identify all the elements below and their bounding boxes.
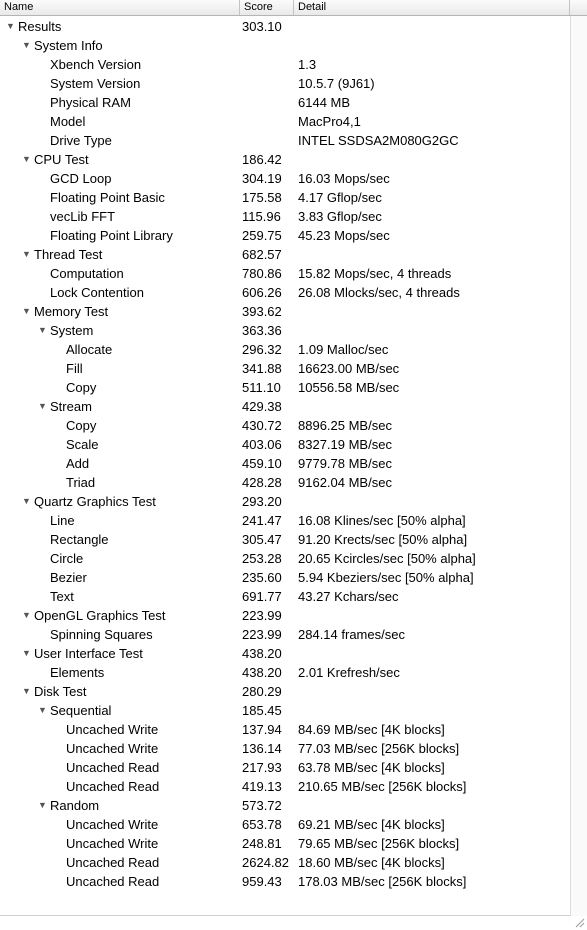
row-score: 235.60: [242, 570, 282, 585]
row-name: vecLib FFT: [50, 209, 116, 224]
column-header: [0, 0, 587, 16]
disclosure-triangle-expanded-icon[interactable]: ▼: [22, 154, 31, 164]
outline-row[interactable]: [0, 473, 568, 492]
row-score: 136.14: [242, 741, 282, 756]
row-score: 241.47: [242, 513, 282, 528]
row-name: System: [50, 323, 94, 338]
row-name: Line: [50, 513, 75, 528]
outline-row[interactable]: [0, 150, 568, 169]
row-detail: 1.3: [298, 57, 317, 72]
row-detail: 45.23 Mops/sec: [298, 228, 390, 243]
row-name: OpenGL Graphics Test: [34, 608, 166, 623]
row-name: Rectangle: [50, 532, 109, 547]
disclosure-triangle-expanded-icon[interactable]: ▼: [38, 325, 47, 335]
outline-row[interactable]: [0, 245, 568, 264]
row-detail: 84.69 MB/sec [4K blocks]: [298, 722, 445, 737]
outline-row[interactable]: [0, 340, 568, 359]
row-score: 2624.82: [242, 855, 289, 870]
outline-row[interactable]: [0, 397, 568, 416]
row-name: Circle: [50, 551, 84, 566]
row-detail: 91.20 Krects/sec [50% alpha]: [298, 532, 468, 547]
disclosure-triangle-expanded-icon[interactable]: ▼: [22, 610, 31, 620]
row-detail: 284.14 frames/sec: [298, 627, 405, 642]
row-score: 115.96: [242, 209, 281, 224]
row-score: 403.06: [242, 437, 282, 452]
row-detail: 63.78 MB/sec [4K blocks]: [298, 760, 445, 775]
row-score: 363.36: [242, 323, 282, 338]
outline-row[interactable]: [0, 74, 568, 93]
row-detail: 210.65 MB/sec [256K blocks]: [298, 779, 467, 794]
row-score: 438.20: [242, 646, 282, 661]
row-detail: 69.21 MB/sec [4K blocks]: [298, 817, 445, 832]
row-detail: 4.17 Gflop/sec: [298, 190, 382, 205]
row-name: Triad: [66, 475, 96, 490]
row-name: User Interface Test: [34, 646, 143, 661]
disclosure-triangle-expanded-icon[interactable]: ▼: [6, 21, 15, 31]
outline-row[interactable]: [0, 207, 568, 226]
row-name: Fill: [66, 361, 83, 376]
row-name: Text: [50, 589, 74, 604]
row-score: 259.75: [242, 228, 282, 243]
outline-row[interactable]: [0, 131, 568, 150]
outline-row[interactable]: [0, 17, 568, 36]
row-name: Scale: [66, 437, 99, 452]
row-score: 303.10: [242, 19, 282, 34]
outline-row[interactable]: [0, 435, 568, 454]
row-name: Memory Test: [34, 304, 109, 319]
outline-row[interactable]: [0, 188, 568, 207]
outline-row[interactable]: [0, 359, 568, 378]
row-score: 606.26: [242, 285, 282, 300]
row-detail: 6144 MB: [298, 95, 351, 110]
outline-row[interactable]: [0, 853, 568, 872]
outline-row[interactable]: [0, 283, 568, 302]
outline-row[interactable]: [0, 720, 568, 739]
outline-row[interactable]: [0, 454, 568, 473]
row-score: 780.86: [242, 266, 282, 281]
row-score: 682.57: [242, 247, 282, 262]
row-name: Drive Type: [50, 133, 112, 148]
row-detail: 8896.25 MB/sec: [298, 418, 392, 433]
row-name: Lock Contention: [50, 285, 144, 300]
row-detail: 10556.58 MB/sec: [298, 380, 400, 395]
row-name: Allocate: [66, 342, 113, 357]
row-name: Copy: [66, 380, 97, 395]
row-name: Uncached Write: [66, 741, 159, 756]
row-detail: 18.60 MB/sec [4K blocks]: [298, 855, 445, 870]
column-header-name[interactable]: Name: [0, 0, 240, 15]
row-score: 341.88: [242, 361, 282, 376]
row-detail: 16.03 Mops/sec: [298, 171, 390, 186]
row-name: System Version: [50, 76, 141, 91]
disclosure-triangle-expanded-icon[interactable]: ▼: [38, 401, 47, 411]
row-name: Physical RAM: [50, 95, 131, 110]
disclosure-triangle-expanded-icon[interactable]: ▼: [22, 648, 31, 658]
outline-row[interactable]: [0, 587, 568, 606]
row-name: Copy: [66, 418, 97, 433]
outline-row[interactable]: [0, 625, 568, 644]
row-name: Spinning Squares: [50, 627, 153, 642]
row-detail: 178.03 MB/sec [256K blocks]: [298, 874, 467, 889]
row-score: 186.42: [242, 152, 282, 167]
outline-row[interactable]: [0, 815, 568, 834]
row-score: 653.78: [242, 817, 282, 832]
column-header-score[interactable]: Score: [240, 0, 294, 15]
column-header-detail[interactable]: Detail: [294, 0, 570, 15]
row-detail: 77.03 MB/sec [256K blocks]: [298, 741, 460, 756]
row-detail: 3.83 Gflop/sec: [298, 209, 382, 224]
disclosure-triangle-expanded-icon[interactable]: ▼: [38, 800, 47, 810]
disclosure-triangle-expanded-icon[interactable]: ▼: [22, 40, 31, 50]
row-name: Uncached Read: [66, 779, 160, 794]
row-detail: 1.09 Malloc/sec: [298, 342, 389, 357]
row-name: Uncached Read: [66, 855, 160, 870]
outline-row[interactable]: [0, 93, 568, 112]
row-name: Sequential: [50, 703, 112, 718]
row-name: Thread Test: [34, 247, 103, 262]
row-score: 296.32: [242, 342, 282, 357]
row-score: 393.62: [242, 304, 282, 319]
row-name: Add: [66, 456, 90, 471]
row-name: Uncached Write: [66, 722, 159, 737]
row-score: 438.20: [242, 665, 282, 680]
row-detail: 9779.78 MB/sec: [298, 456, 392, 471]
outline-row[interactable]: [0, 492, 568, 511]
row-score: 175.58: [242, 190, 282, 205]
row-detail: 8327.19 MB/sec: [298, 437, 392, 452]
row-name: Quartz Graphics Test: [34, 494, 156, 509]
outline-row[interactable]: [0, 663, 568, 682]
row-detail: 5.94 Kbeziers/sec [50% alpha]: [298, 570, 474, 585]
row-name: Xbench Version: [50, 57, 142, 72]
outline-row[interactable]: [0, 701, 568, 720]
disclosure-triangle-expanded-icon[interactable]: ▼: [22, 306, 31, 316]
outline-row[interactable]: [0, 644, 568, 663]
row-score: 691.77: [242, 589, 282, 604]
row-name: Uncached Write: [66, 817, 159, 832]
outline-row[interactable]: [0, 568, 568, 587]
row-score: 419.13: [242, 779, 282, 794]
outline-row[interactable]: [0, 511, 568, 530]
disclosure-triangle-expanded-icon[interactable]: ▼: [22, 686, 31, 696]
row-detail: 9162.04 MB/sec: [298, 475, 392, 490]
row-detail: 2.01 Krefresh/sec: [298, 665, 400, 680]
row-name: Uncached Read: [66, 874, 160, 889]
row-score: 304.19: [242, 171, 282, 186]
row-name: Uncached Write: [66, 836, 159, 851]
row-detail: 16.08 Klines/sec [50% alpha]: [298, 513, 466, 528]
row-detail: 26.08 Mlocks/sec, 4 threads: [298, 285, 460, 300]
outline-row[interactable]: [0, 416, 568, 435]
row-detail: MacPro4,1: [298, 114, 361, 129]
row-score: 429.38: [242, 399, 282, 414]
outline-row[interactable]: [0, 606, 568, 625]
row-name: Disk Test: [34, 684, 87, 699]
outline-row[interactable]: [0, 55, 568, 74]
row-score: 223.99: [242, 627, 282, 642]
row-detail: 43.27 Kchars/sec: [298, 589, 399, 604]
row-detail: INTEL SSDSA2M080G2GC: [298, 133, 459, 148]
row-score: 430.72: [242, 418, 282, 433]
row-score: 428.28: [242, 475, 282, 490]
row-score: 248.81: [242, 836, 282, 851]
row-name: Bezier: [50, 570, 87, 585]
row-name: CPU Test: [34, 152, 89, 167]
row-name: Floating Point Basic: [50, 190, 165, 205]
row-score: 293.20: [242, 494, 282, 509]
row-detail: 15.82 Mops/sec, 4 threads: [298, 266, 452, 281]
results-outline: [0, 17, 568, 891]
row-score: 305.47: [242, 532, 282, 547]
row-name: Model: [50, 114, 86, 129]
row-detail: 20.65 Kcircles/sec [50% alpha]: [298, 551, 476, 566]
row-name: Elements: [50, 665, 105, 680]
outline-row[interactable]: [0, 378, 568, 397]
row-score: 959.43: [242, 874, 282, 889]
outline-row[interactable]: [0, 530, 568, 549]
disclosure-triangle-expanded-icon[interactable]: ▼: [38, 705, 47, 715]
outline-row[interactable]: [0, 302, 568, 321]
outline-row[interactable]: [0, 264, 568, 283]
row-name: GCD Loop: [50, 171, 112, 186]
divider: [0, 915, 570, 916]
outline-row[interactable]: [0, 834, 568, 853]
row-score: 280.29: [242, 684, 282, 699]
row-name: Computation: [50, 266, 124, 281]
row-name: Random: [50, 798, 100, 813]
outline-row[interactable]: [0, 36, 568, 55]
row-name: System Info: [34, 38, 103, 53]
row-score: 137.94: [242, 722, 282, 737]
outline-row[interactable]: [0, 549, 568, 568]
outline-row[interactable]: [0, 796, 568, 815]
row-score: 253.28: [242, 551, 282, 566]
outline-row[interactable]: [0, 112, 568, 131]
disclosure-triangle-expanded-icon[interactable]: ▼: [22, 496, 31, 506]
vertical-scrollbar[interactable]: [570, 16, 587, 916]
resize-grip-icon[interactable]: [573, 916, 585, 928]
disclosure-triangle-expanded-icon[interactable]: ▼: [22, 249, 31, 259]
row-score: 511.10: [242, 380, 281, 395]
outline-row[interactable]: [0, 872, 568, 891]
outline-row[interactable]: [0, 777, 568, 796]
outline-row[interactable]: [0, 739, 568, 758]
outline-row[interactable]: [0, 682, 568, 701]
outline-row[interactable]: [0, 758, 568, 777]
row-detail: 16623.00 MB/sec: [298, 361, 400, 376]
row-score: 185.45: [242, 703, 282, 718]
row-score: 573.72: [242, 798, 282, 813]
row-name: Uncached Read: [66, 760, 160, 775]
outline-row[interactable]: [0, 321, 568, 340]
row-score: 217.93: [242, 760, 282, 775]
row-detail: 79.65 MB/sec [256K blocks]: [298, 836, 460, 851]
row-detail: 10.5.7 (9J61): [298, 76, 375, 91]
row-score: 459.10: [242, 456, 282, 471]
row-name: Results: [18, 19, 62, 34]
outline-row[interactable]: [0, 169, 568, 188]
row-score: 223.99: [242, 608, 282, 623]
row-name: Stream: [50, 399, 92, 414]
outline-row[interactable]: [0, 226, 568, 245]
row-name: Floating Point Library: [50, 228, 173, 243]
